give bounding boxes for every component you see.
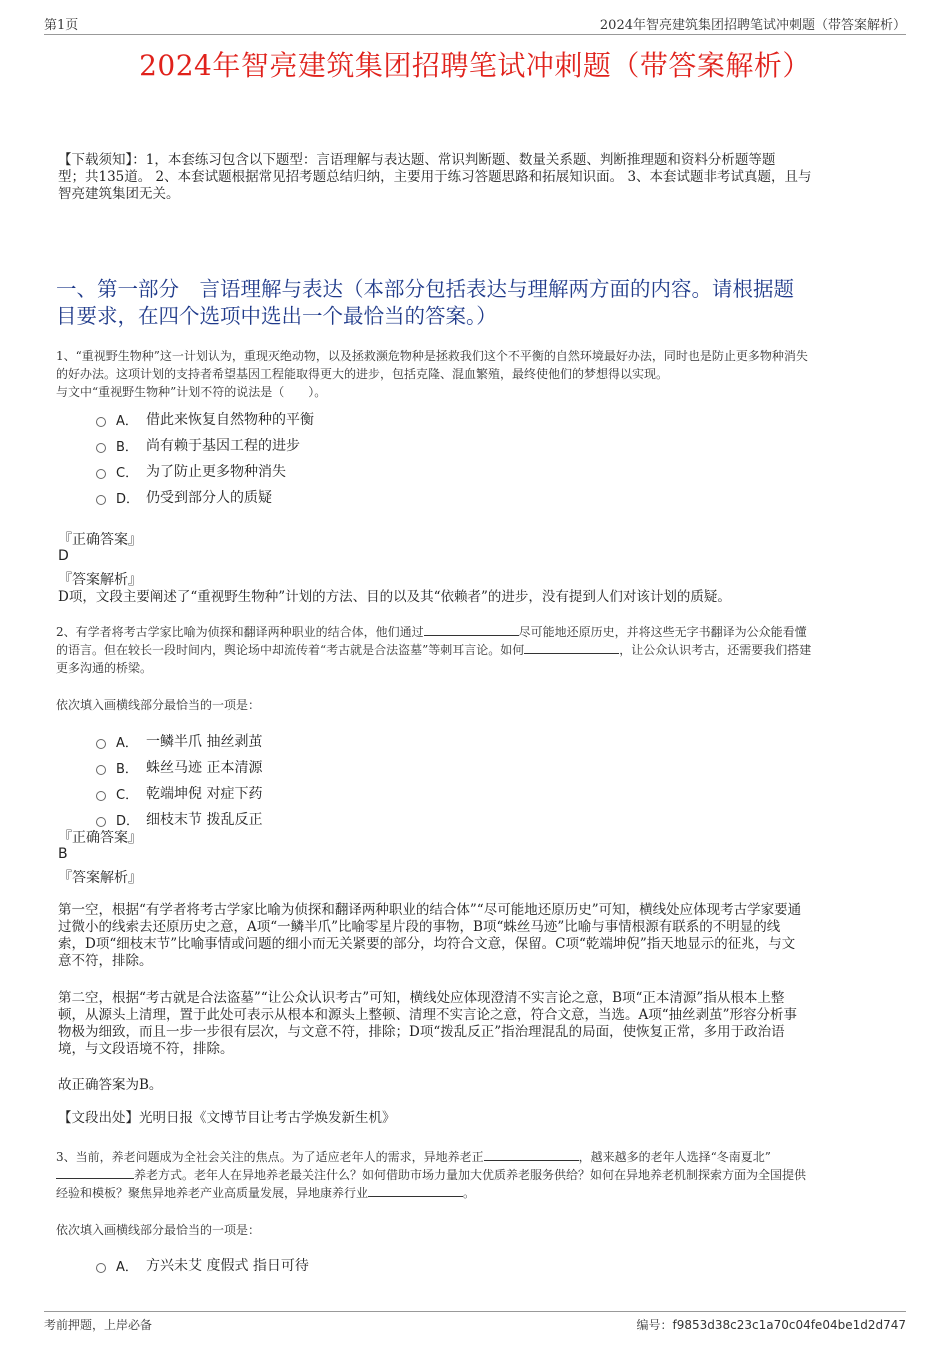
notice-line: 型；共135道。 2、本套试题根据常见招考题总结归纳，主要用于练习答题思路和拓展知识面。 3、本套试题非考试真题，且与	[58, 169, 812, 185]
analysis-line: 第一空，根据“有学者将考古学家比喻为侦探和翻译两种职业的结合体”“尽可能地还原历史”可知，横线处应体现考古学家要通	[58, 902, 802, 918]
fill-blank	[56, 1167, 134, 1179]
radio-icon[interactable]	[96, 791, 106, 801]
option-text: 乾端坤倪 对症下药	[146, 786, 263, 802]
radio-icon[interactable]	[96, 443, 106, 453]
q3-prompt: 依次填入画横线部分最恰当的一项是：	[56, 1223, 261, 1237]
q1-option-d[interactable]	[96, 487, 272, 507]
section-heading-line: 目要求，在四个选项中选出一个最恰当的答案。）	[56, 304, 497, 328]
section-heading	[56, 276, 916, 330]
question-1-stem	[56, 347, 916, 401]
option-letter: B．	[116, 761, 138, 777]
option-letter: A．	[116, 413, 138, 429]
fill-blank	[368, 1185, 463, 1197]
option-letter: D．	[116, 813, 140, 829]
stem-line	[56, 623, 916, 641]
option-text: 一鳞半爪 抽丝剥茧	[146, 734, 263, 750]
stem-text: 3、当前，养老问题成为全社会关注的焦点。为了适应老年人的需求，异地养老正	[56, 1150, 484, 1164]
stem-line: 的好办法。这项计划的支持者希望基因工程能取得更大的进步，包括克隆、混血繁殖，最终使他们的梦想得以实现。	[56, 367, 669, 381]
analysis-line: 物极为细致，而且一步一步很有层次，与文意不符，排除；D项“拨乱反正”指治理混乱的局面，使恢复正常，多用于政治语	[58, 1024, 785, 1040]
footer-code-label: 编号：	[636, 1318, 673, 1332]
radio-icon[interactable]	[96, 417, 106, 427]
q2-analysis-paragraph-1	[58, 902, 918, 970]
stem-line: 更多沟通的桥梁。	[56, 661, 153, 675]
q2-answer-value: B	[58, 846, 68, 862]
option-text: 尚有赖于基因工程的进步	[146, 438, 300, 454]
option-letter: D．	[116, 491, 140, 507]
q1-analysis: D项，文段主要阐述了“重视野生物种”计划的方法、目的以及其“依赖者”的进步，没有提到人们对该计划的质疑。	[58, 589, 731, 605]
q2-analysis-paragraph-2	[58, 990, 918, 1058]
option-letter: A．	[116, 735, 138, 751]
option-text: 仍受到部分人的质疑	[146, 490, 272, 506]
analysis-line: 顿，从源头上清理，置于此处可表示从根本和源头上整顿、清理不实言论之意，符合文意，当选。A项“抽丝剥茧”形容分析事	[58, 1007, 798, 1023]
option-text: 为了防止更多物种消失	[146, 464, 286, 480]
question-2-stem	[56, 623, 916, 677]
q2-analysis-label: 『答案解析』	[58, 870, 142, 886]
option-text: 方兴未艾 度假式 指日可待	[146, 1258, 309, 1274]
radio-icon[interactable]	[96, 765, 106, 775]
option-letter: B．	[116, 439, 138, 455]
analysis-line: 境，与文段语境不符，排除。	[58, 1041, 234, 1057]
stem-text: 经验和模板？聚焦异地养老产业高质量发展，异地康养行业	[56, 1186, 369, 1200]
footer-slogan: 考前押题，上岸必备	[44, 1318, 153, 1332]
option-letter: C．	[116, 465, 139, 481]
stem-line: 与文中“重视野生物种”计划不符的说法是（ ）。	[56, 385, 327, 399]
fill-blank	[484, 1149, 579, 1161]
stem-line: 1、“重视野生物种”这一计划认为，重现灭绝动物，以及拯救濒危物种是拯救我们这个不平衡的自然环境最好办法，同时也是防止更多物种消失	[56, 349, 808, 363]
stem-text: ，让公众认识考古，还需要我们搭建	[619, 643, 812, 657]
radio-icon[interactable]	[96, 817, 106, 827]
analysis-line: 意不符，排除。	[58, 953, 153, 969]
header-doc-title: 2024年智亮建筑集团招聘笔试冲刺题（带答案解析）	[599, 18, 906, 33]
stem-line	[56, 1166, 916, 1184]
analysis-line: 过微小的线索去还原历史之意，A项“一鳞半爪”比喻零星片段的事物，B项“蛛丝马迹”比喻与事情根源有联系的不明显的线	[58, 919, 781, 935]
stem-text: 养老方式。老年人在异地养老最关注什么？如何借助市场力量加大优质养老服务供给？如何在异地养老机制探索方面为全国提供	[134, 1168, 807, 1182]
page-title: 2024年智亮建筑集团招聘笔试冲刺题（带答案解析）	[139, 49, 811, 82]
footer-code-value: f9853d38c23c1a70c04fe04be1d2d747	[672, 1318, 906, 1332]
stem-line	[56, 1184, 916, 1202]
q2-source: 【文段出处】光明日报《文博节目让考古学焕发新生机》	[58, 1110, 396, 1126]
q3-option-a[interactable]	[96, 1255, 309, 1275]
q2-option-d[interactable]	[96, 809, 262, 829]
stem-text: 2、有学者将考古学家比喻为侦探和翻译两种职业的结合体，他们通过	[56, 625, 424, 639]
page-number: 第1页	[44, 18, 79, 33]
option-letter: C．	[116, 787, 139, 803]
stem-line	[56, 641, 916, 659]
radio-icon[interactable]	[96, 495, 106, 505]
analysis-line: 索，D项“细枝末节”比喻事情或问题的细小而无关紧要的部分，均符合文意，保留。C项“乾端坤倪”指天地显示的征兆，与文	[58, 936, 796, 952]
q2-option-c[interactable]	[96, 783, 262, 803]
stem-text: 尽可能地还原历史，并将这些无字书翻译为公众能看懂	[518, 625, 807, 639]
stem-text: ，越来越多的老年人选择“冬南夏北”	[578, 1150, 771, 1164]
option-text: 细枝末节 拨乱反正	[146, 812, 263, 828]
header-divider	[44, 34, 906, 35]
question-3-stem	[56, 1148, 916, 1202]
q2-answer-label: 『正确答案』	[58, 830, 142, 846]
radio-icon[interactable]	[96, 469, 106, 479]
q1-option-a[interactable]	[96, 409, 314, 429]
q1-answer-value: D	[58, 548, 69, 564]
stem-text: 。	[463, 1186, 476, 1200]
notice-line: 【下载须知】：1，本套练习包含以下题型：言语理解与表达题、常识判断题、数量关系题、判断推理题和资料分析题等题	[58, 152, 776, 168]
radio-icon[interactable]	[96, 739, 106, 749]
option-text: 借此来恢复自然物种的平衡	[146, 412, 314, 428]
stem-text: 的语言。但在较长一段时间内，舆论场中却流传着“考古就是合法盗墓”等刺耳言论。如何	[56, 643, 525, 657]
q1-option-c[interactable]	[96, 461, 286, 481]
section-heading-line: 一、第一部分 言语理解与表达（本部分包括表达与理解两方面的内容。请根据题	[56, 277, 794, 301]
option-letter: A．	[116, 1259, 138, 1275]
q2-prompt: 依次填入画横线部分最恰当的一项是：	[56, 698, 261, 712]
download-notice	[58, 152, 908, 203]
q1-option-b[interactable]	[96, 435, 300, 455]
analysis-line: 第二空，根据“考古就是合法盗墓”“让公众认识考古”可知，横线处应体现澄清不实言论之意，B项“正本清源”指从根本上整	[58, 990, 785, 1006]
radio-icon[interactable]	[96, 1263, 106, 1273]
stem-line	[56, 1148, 916, 1166]
fill-blank	[524, 642, 619, 654]
fill-blank	[424, 624, 519, 636]
q2-option-b[interactable]	[96, 757, 262, 777]
option-text: 蛛丝马迹 正本清源	[146, 760, 263, 776]
q1-analysis-label: 『答案解析』	[58, 572, 142, 588]
q2-option-a[interactable]	[96, 731, 262, 751]
q1-answer-label: 『正确答案』	[58, 532, 142, 548]
q2-conclusion: 故正确答案为B。	[58, 1077, 163, 1093]
footer-code	[636, 1316, 906, 1333]
notice-line: 智亮建筑集团无关。	[58, 186, 180, 202]
footer-divider	[44, 1311, 906, 1312]
